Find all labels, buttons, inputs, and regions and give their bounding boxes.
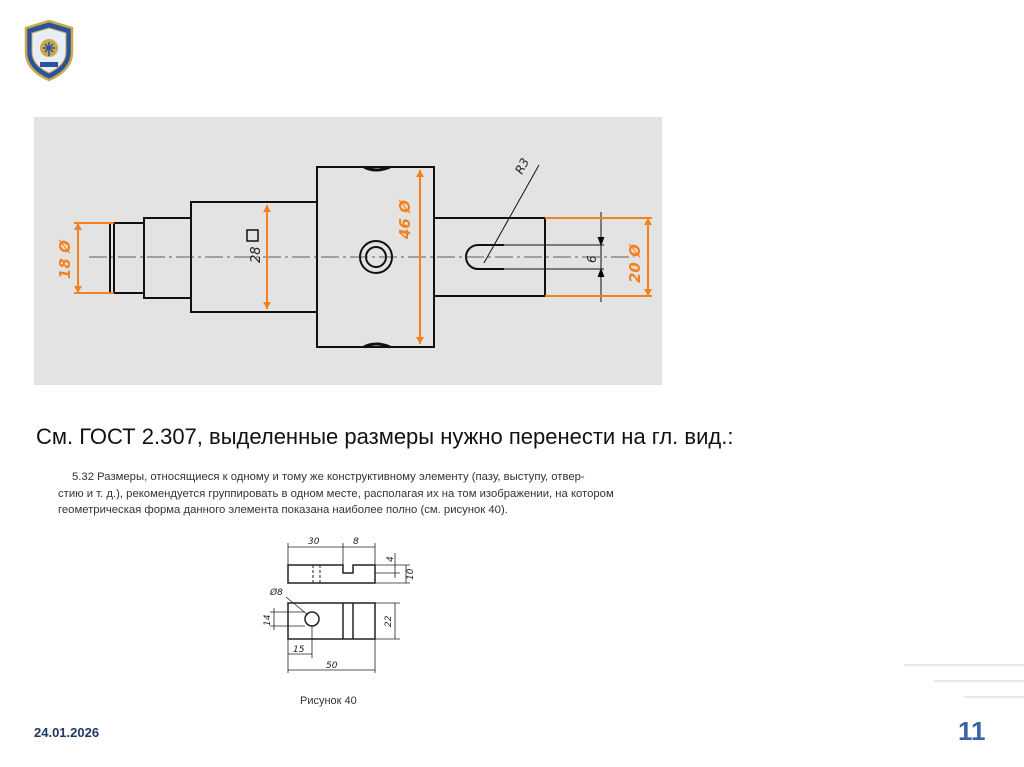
fig-dim-30: 30 — [308, 537, 320, 547]
dim-r3: R3 — [512, 155, 533, 177]
slide-date: 24.01.2026 — [34, 725, 100, 740]
gost-clause-line: геометрическая форма данного элемента показана наиболее полно (см. рисунок 40). — [58, 504, 508, 516]
slide-caption: См. ГОСТ 2.307, выделенные размеры нужно перенести на гл. вид.: — [36, 424, 734, 449]
fig-dim-15: 15 — [293, 645, 305, 655]
dim-20: 20 Ø — [626, 244, 644, 283]
university-crest-icon — [22, 18, 76, 82]
fig-dim-10: 10 — [406, 568, 416, 580]
gost-figure-40 — [250, 533, 430, 683]
fig-dim-50: 50 — [326, 661, 338, 671]
fig-dim-phi8: Ø8 — [270, 588, 283, 598]
fig-dim-14: 14 — [263, 614, 273, 626]
dim-28: 28 — [249, 246, 264, 263]
fig-dim-22: 22 — [384, 615, 394, 627]
decor-bar — [904, 664, 1024, 666]
decor-bar — [934, 680, 1024, 682]
dim-46: 46 Ø — [396, 200, 414, 239]
university-crest-logo — [22, 18, 76, 82]
decor-bar — [964, 696, 1024, 698]
gost-clause-line: стию и т. д.), рекомендуется группировать в одном месте, располагая их на том изображении, на котором — [58, 487, 614, 500]
figure-caption: Рисунок 40 — [300, 695, 357, 707]
gost-clause-line: 5.32 Размеры, относящиеся к одному и тому же конструктивному элементу (пазу, выступу, отвер- — [72, 471, 585, 483]
page-number: 11 — [958, 716, 986, 746]
shaft-drawing — [34, 117, 662, 385]
dim-6: 6 — [585, 255, 599, 263]
gost-clause-text — [58, 469, 672, 519]
fig-dim-4: 4 — [386, 556, 396, 562]
fig-dim-8: 8 — [353, 537, 359, 547]
dim-18: 18 Ø — [56, 240, 74, 279]
